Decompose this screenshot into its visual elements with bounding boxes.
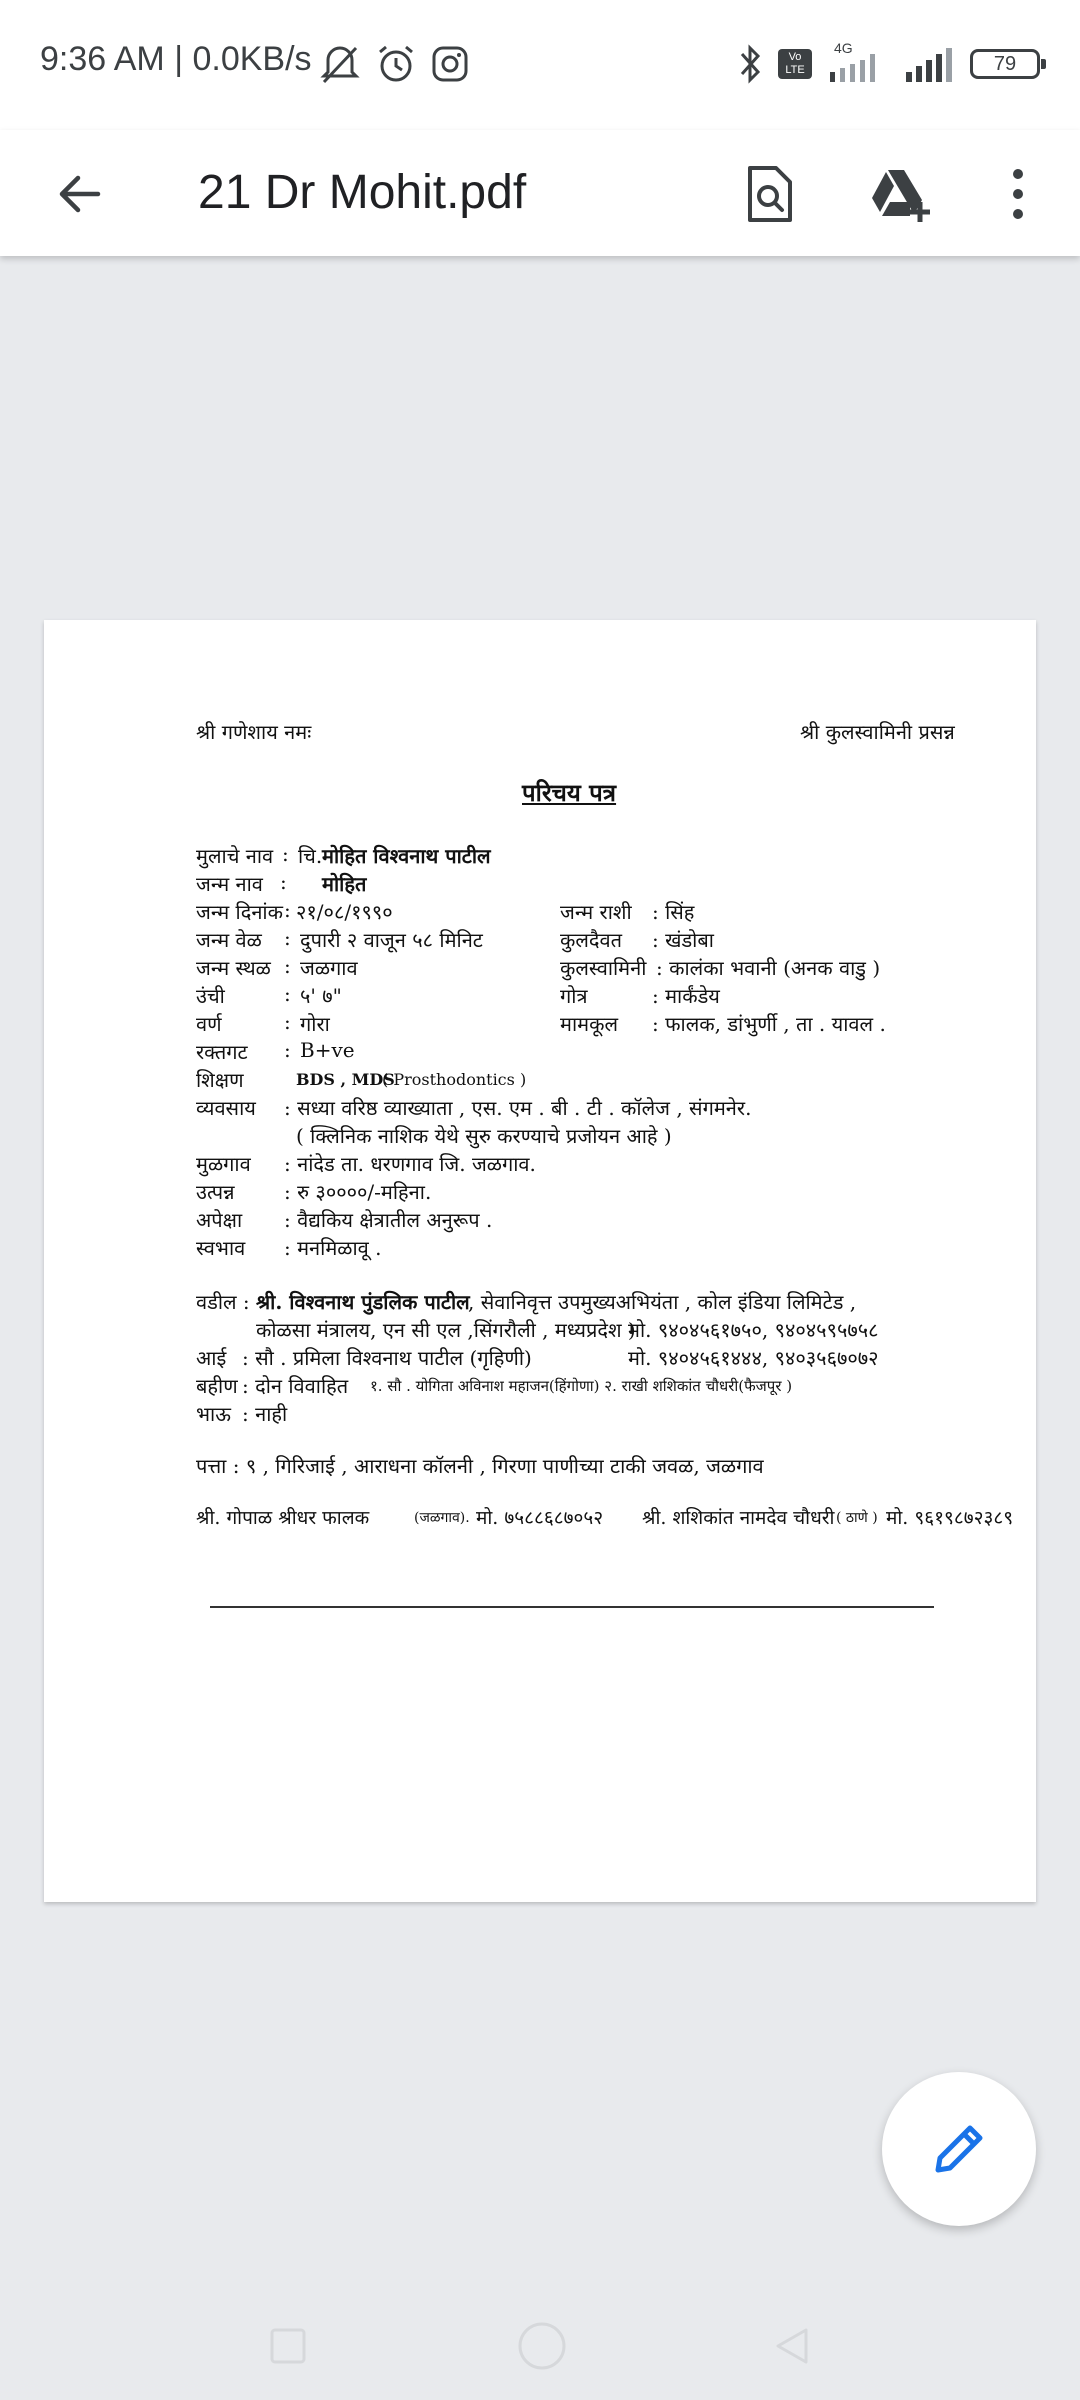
status-icons-right <box>736 40 1040 88</box>
signal-4g <box>824 42 890 86</box>
field-value-father-job: , सेवानिवृत्त उपमुख्यअभियंता , कोल इंडिया लिमिटेड , <box>468 1290 857 1314</box>
alarm-icon <box>374 42 418 86</box>
home-button[interactable] <box>512 2316 572 2376</box>
search-in-document-icon <box>744 164 796 224</box>
field-label-mamkul: मामकूल <box>560 1012 619 1036</box>
network-type-label: 4G <box>834 40 853 56</box>
field-sep: : <box>284 982 291 1006</box>
field-label-kulswamini: कुलस्वामिनी <box>560 956 647 980</box>
field-sep: : <box>280 870 287 894</box>
field-value-name: मोहित विश्वनाथ पाटील <box>322 844 491 868</box>
status-bar <box>0 0 1080 130</box>
field-value-mamkul: : फालक, डांभुर्णी , ता . यावल . <box>652 1012 886 1036</box>
field-value-brother: : नाही <box>242 1402 288 1426</box>
field-value-height: ५' ७" <box>300 984 342 1008</box>
contact-1-place: (जळगाव). <box>414 1510 470 1526</box>
header-left: श्री गणेशाय नमः <box>196 720 312 744</box>
recents-button[interactable] <box>258 2316 318 2376</box>
field-label-blood-group: रक्तगट <box>196 1040 248 1064</box>
contact-2-place: ( ठाणे ) <box>836 1510 878 1526</box>
contact-1-name: श्री. गोपाळ श्रीधर फालक <box>196 1507 370 1529</box>
field-value-father-name: श्री. विश्वनाथ पुंडलिक पाटील <box>256 1290 470 1314</box>
field-sep: : <box>284 1038 291 1062</box>
header-right: श्री कुलस्वामिनी प्रसन्न <box>800 720 955 744</box>
field-label-height: उंची <box>196 984 225 1008</box>
field-sep: : <box>284 926 291 950</box>
address: पत्ता : ९ , गिरिजाई , आराधना कॉलनी , गिरणा पाणीच्या टाकी जवळ, जळगाव <box>196 1454 764 1478</box>
field-label-kuldaivat: कुलदैवत <box>560 928 623 952</box>
field-sep: : <box>284 954 291 978</box>
field-label-income: उत्पन्न <box>196 1180 235 1204</box>
add-to-drive-button[interactable] <box>862 154 942 234</box>
document-heading: परिचय पत्र <box>522 778 617 807</box>
document-title: 21 Dr Mohit.pdf <box>198 166 527 219</box>
edit-fab-button[interactable] <box>882 2072 1036 2226</box>
field-value-birth-name: मोहित <box>322 872 367 896</box>
field-label-mother: आई <box>196 1346 227 1370</box>
contact-2-phone: मो. ९६१९८७२३८९ <box>886 1507 1014 1529</box>
field-label-education: शिक्षण <box>196 1068 244 1092</box>
field-label-birth-time: जन्म वेळ <box>196 928 262 952</box>
field-value-sister: : दोन विवाहित <box>242 1374 349 1398</box>
field-label-name: मुलाचे नाव <box>196 844 274 868</box>
field-value-income: : रु ३००००/-महिना. <box>284 1180 432 1204</box>
field-value-occupation: : सध्या वरिष्ठ व्याख्याता , एस. एम . बी . टी . कॉलेज , संगमनेर. <box>284 1096 752 1120</box>
battery-tip <box>1041 59 1046 69</box>
field-value-expectation: : वैद्यकिय क्षेत्रातील अनुरूप . <box>284 1208 493 1232</box>
volte-badge: Vo LTE <box>778 49 812 79</box>
field-value-specialization: ( Prosthodontics ) <box>382 1070 527 1089</box>
field-value-gotra: : मार्कंडेय <box>652 984 720 1008</box>
system-nav-bar <box>0 2286 1080 2400</box>
field-label-nature: स्वभाव <box>196 1236 246 1260</box>
nav-back-button[interactable] <box>762 2316 822 2376</box>
back-triangle-icon <box>770 2324 814 2368</box>
field-value-rashi: : सिंह <box>652 900 695 924</box>
field-value-dob: २१/०८/१९९० <box>296 900 393 924</box>
signal-bars-icon-2 <box>902 42 958 86</box>
field-value-nature: : मनमिळावू . <box>284 1236 382 1260</box>
field-sep: : <box>282 842 289 866</box>
field-label-expectation: अपेक्षा <box>196 1208 243 1232</box>
app-bar <box>0 130 1080 256</box>
field-value-father-phone: मो. ९४०४५६१७५०, ९४०४५९५७५८ <box>628 1318 879 1342</box>
back-button[interactable] <box>40 154 120 234</box>
field-value-mother-phone: मो. ९४०४५६१४४४, ९४०३५६७०७२ <box>628 1346 879 1370</box>
mute-vibrate-icon <box>318 42 362 86</box>
field-value-native: : नांदेड ता. धरणगाव जि. जळगाव. <box>284 1152 536 1176</box>
bluetooth-icon <box>736 42 766 86</box>
status-icons-left <box>318 40 470 88</box>
field-value-sister-details: १. सौ . योगिता अविनाश महाजन(हिंगोणा) २. राखी शशिकांत चौधरी(फैजपूर ) <box>370 1377 793 1395</box>
more-options-button[interactable] <box>978 154 1058 234</box>
contact-1-phone: मो. ७५८८६८७०५२ <box>476 1507 604 1529</box>
back-arrow-icon <box>54 168 106 220</box>
field-value-occupation-note: ( क्लिनिक नाशिक येथे सुरु करण्याचे प्रजोयन आहे ) <box>296 1124 672 1148</box>
field-label-sister: बहीण <box>196 1374 238 1398</box>
signature-line <box>210 1606 934 1608</box>
field-label-gotra: गोत्र <box>560 984 588 1008</box>
instagram-icon <box>430 44 470 84</box>
document-content <box>44 620 1036 1902</box>
field-value-birth-time: दुपारी २ वाजून ५८ मिनिट <box>300 928 483 952</box>
status-time: 9:36 AM | 0.0KB/s <box>40 40 312 78</box>
field-sep: : <box>284 898 291 922</box>
field-value-father-job-2: कोळसा मंत्रालय, एन सी एल ,सिंगरौली , मध्यप्रदेश ) <box>256 1318 636 1342</box>
add-to-drive-icon <box>870 166 934 222</box>
battery <box>970 49 1040 79</box>
signal-bars-icon <box>824 42 890 86</box>
home-circle-icon <box>516 2320 568 2372</box>
field-label-father: वडील : <box>196 1290 250 1314</box>
field-label-native: मुळगाव <box>196 1152 251 1176</box>
more-vert-icon <box>1008 164 1028 224</box>
field-value-complexion: गोरा <box>300 1012 330 1036</box>
field-label-brother: भाऊ <box>196 1402 231 1426</box>
field-label-birth-name: जन्म नाव <box>196 872 263 896</box>
field-sep: : <box>284 1010 291 1034</box>
field-label-rashi: जन्म राशी <box>560 900 632 924</box>
recents-square-icon <box>268 2326 308 2366</box>
field-prefix: चि. <box>298 844 323 868</box>
pdf-page[interactable] <box>44 620 1036 1902</box>
field-label-complexion: वर्ण <box>196 1012 222 1036</box>
edit-pencil-icon <box>930 2120 988 2178</box>
field-value-degree: BDS , MDS <box>296 1070 395 1089</box>
contact-2-name: श्री. शशिकांत नामदेव चौधरी <box>642 1507 835 1529</box>
field-label-dob: जन्म दिनांक <box>196 900 283 924</box>
field-value-birth-place: जळगाव <box>300 956 358 980</box>
battery-level: 79 <box>993 52 1017 75</box>
field-value-kuldaivat: : खंडोबा <box>652 928 714 952</box>
field-value-mother: : सौ . प्रमिला विश्वनाथ पाटील (गृहिणी) <box>242 1346 532 1370</box>
field-label-occupation: व्यवसाय <box>196 1096 256 1120</box>
field-value-kulswamini: : कालंका भवानी (अनक वाडु ) <box>656 956 881 980</box>
field-label-birth-place: जन्म स्थळ <box>196 956 271 980</box>
find-in-document-button[interactable] <box>730 154 810 234</box>
field-value-blood-group: B+ve <box>300 1038 355 1062</box>
